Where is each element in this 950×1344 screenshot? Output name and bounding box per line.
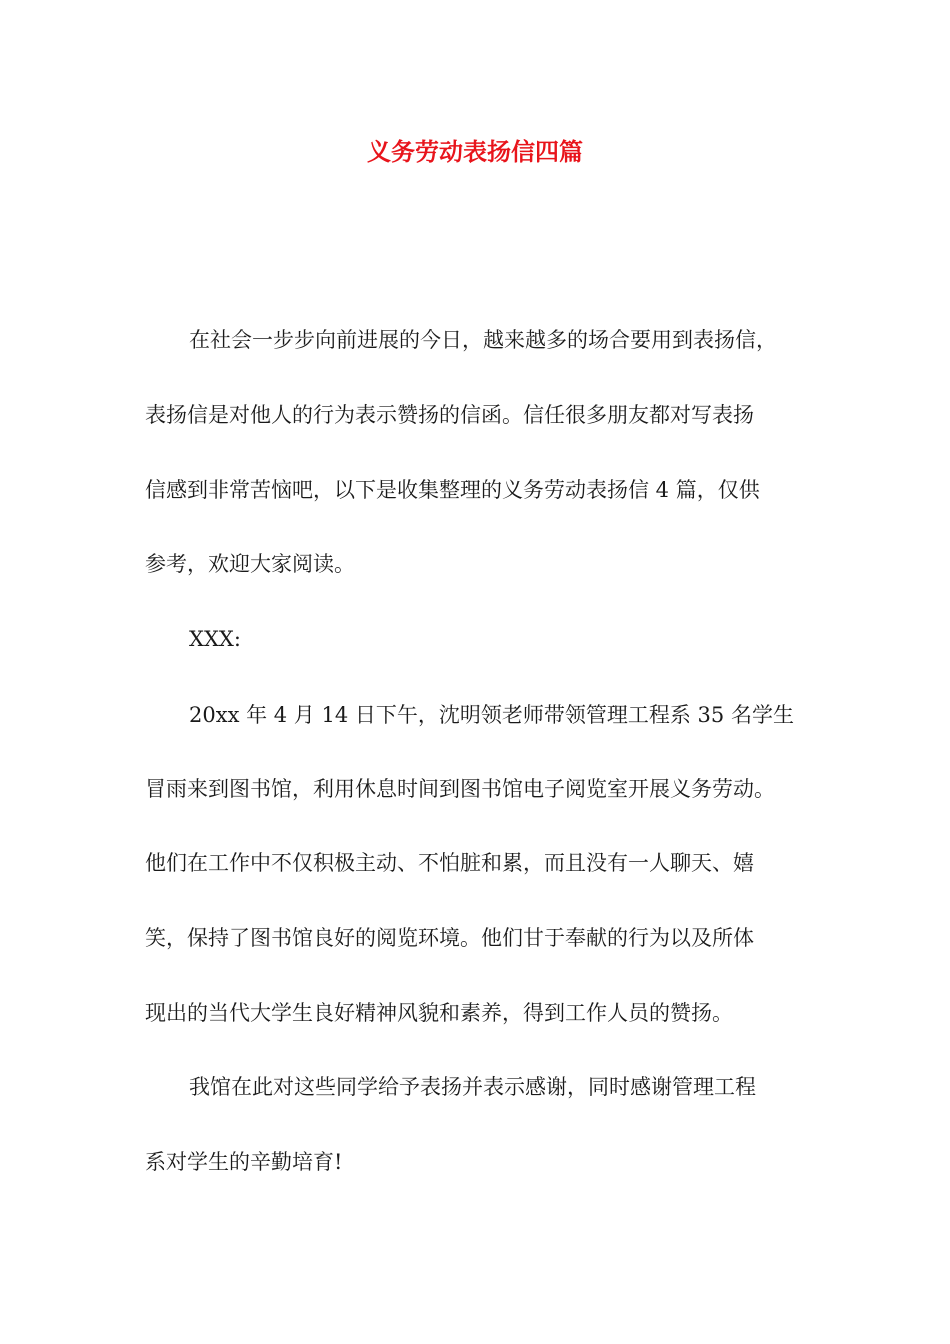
text-line: 20xx 年 4 月 14 日下午，沈明领老师带领管理工程系 35 名学生 <box>189 703 794 727</box>
text-line: 参考，欢迎大家阅读。 <box>145 552 355 576</box>
text-line: 现出的当代大学生良好精神风貌和素养，得到工作人员的赞扬。 <box>145 1001 733 1025</box>
text-line: 表扬信是对他人的行为表示赞扬的信函。信任很多朋友都对写表扬 <box>145 403 754 427</box>
salutation: XXX: <box>189 627 241 651</box>
text-line: 冒雨来到图书馆，利用休息时间到图书馆电子阅览室开展义务劳动。 <box>145 777 775 801</box>
text-line: 信感到非常苦恼吧，以下是收集整理的义务劳动表扬信 4 篇，仅供 <box>145 478 760 502</box>
text-line: 他们在工作中不仅积极主动、不怕脏和累，而且没有一人聊天、嬉 <box>145 851 754 875</box>
text-line: 系对学生的辛勤培育! <box>145 1150 343 1174</box>
document-title: 义务劳动表扬信四篇 <box>367 138 583 166</box>
text-line: 笑，保持了图书馆良好的阅览环境。他们甘于奉献的行为以及所体 <box>145 926 754 950</box>
text-line: 在社会一步步向前进展的今日，越来越多的场合要用到表扬信， <box>189 328 777 352</box>
text-line: 我馆在此对这些同学给予表扬并表示感谢，同时感谢管理工程 <box>189 1075 756 1099</box>
